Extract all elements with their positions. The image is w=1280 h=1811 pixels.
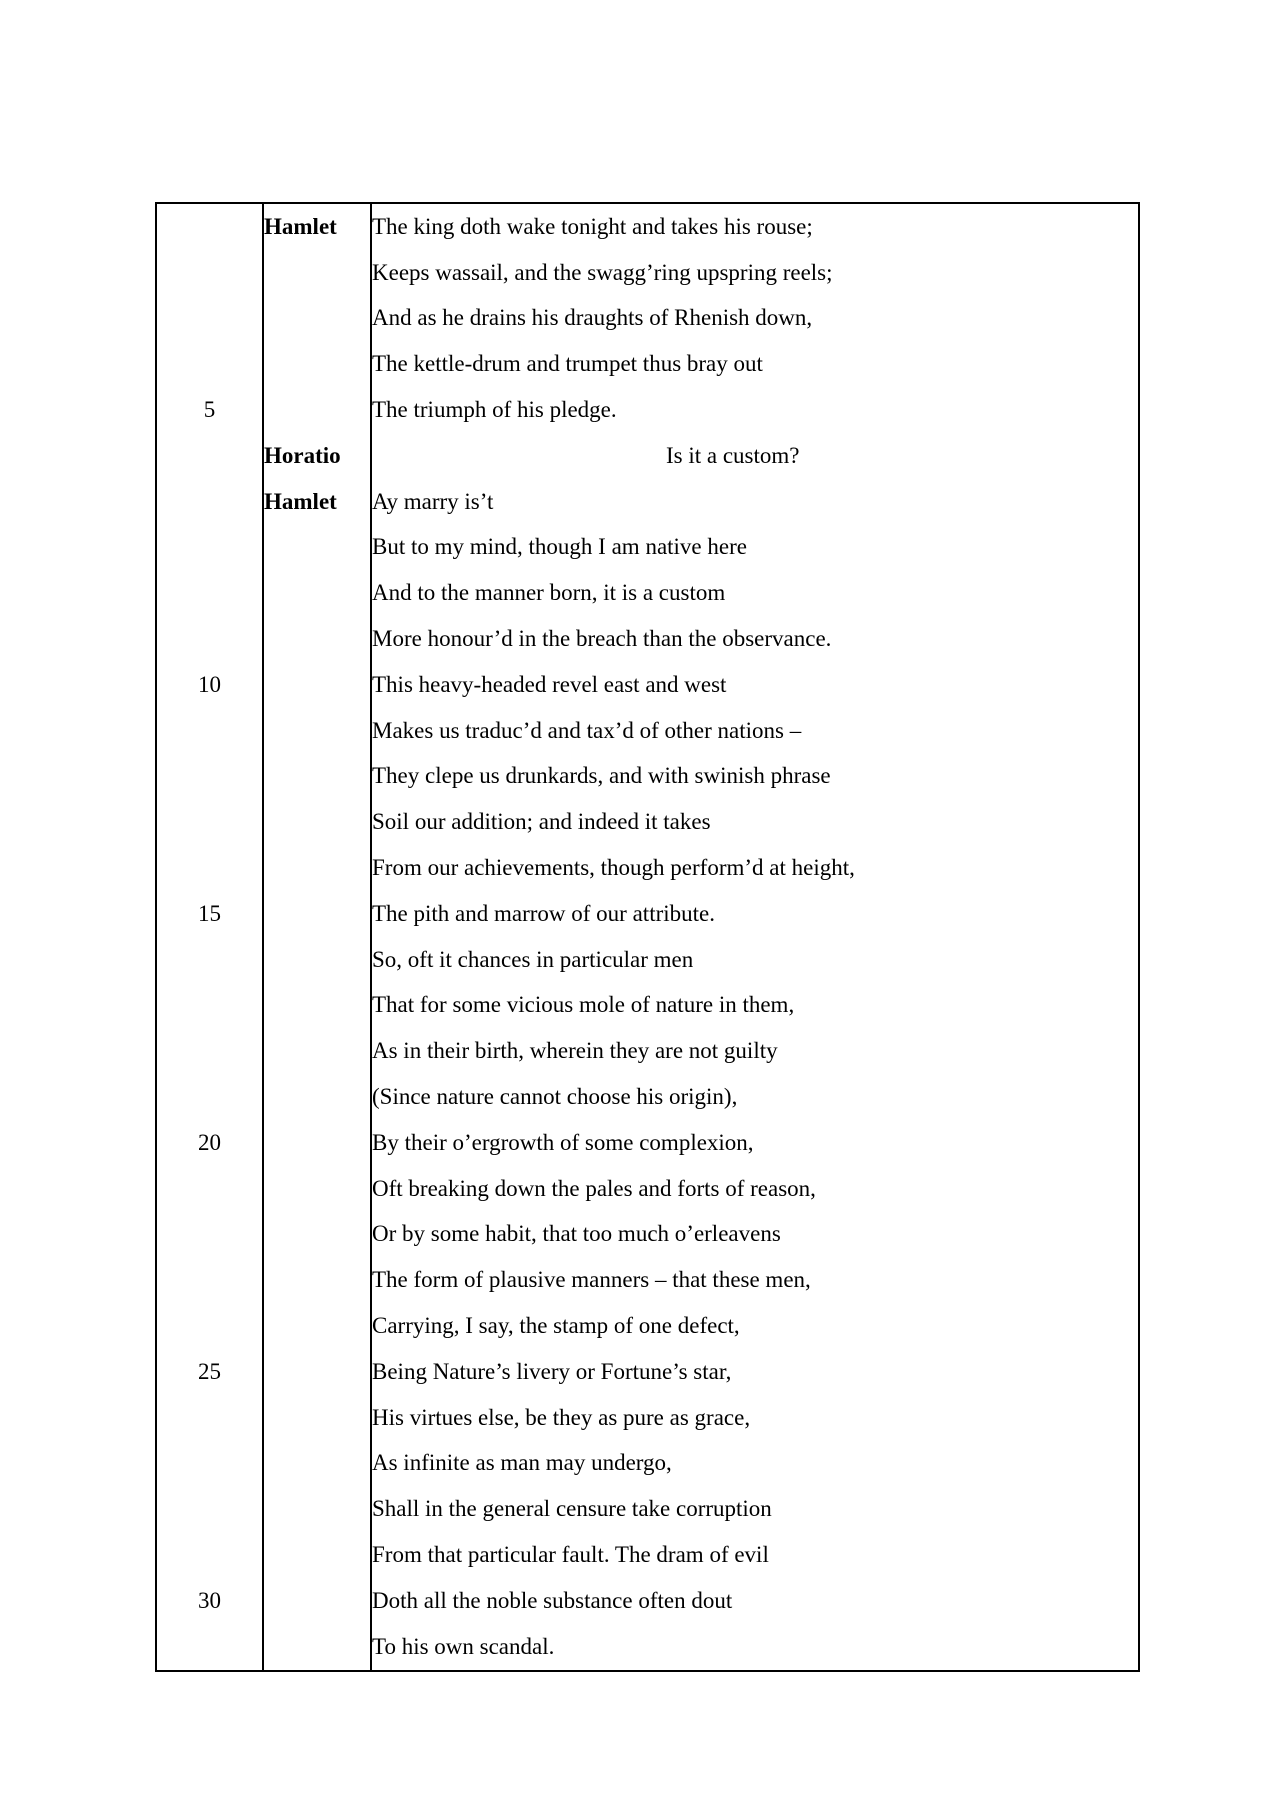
table-row	[156, 1257, 1139, 1303]
speaker-name	[263, 983, 371, 1029]
verse-line: Soil our addition; and indeed it takes	[372, 809, 711, 835]
speaker-name	[263, 616, 371, 662]
table-row	[156, 754, 1139, 800]
verse-line: From that particular fault. The dram of evil	[372, 1542, 769, 1567]
table-row	[156, 1624, 1139, 1671]
line-number	[156, 1532, 263, 1578]
speaker-name	[263, 1486, 371, 1532]
speaker-name: Horatio	[263, 433, 371, 479]
table-row	[156, 937, 1139, 983]
verse-line: The triumph of his pledge.	[372, 397, 617, 423]
table-row	[156, 479, 1139, 525]
verse-line: (Since nature cannot choose his origin),	[372, 1084, 738, 1110]
verse-line: Ay marry is’t	[372, 488, 494, 514]
speaker-name	[263, 845, 371, 891]
verse-line: Oft breaking down the pales and forts of reason,	[372, 1175, 816, 1201]
speaker-name	[263, 1120, 371, 1166]
speaker-name	[263, 341, 371, 387]
speaker-name	[263, 1074, 371, 1120]
table-row	[156, 525, 1139, 571]
verse-line: So, oft it chances in particular men	[372, 946, 694, 972]
table-row	[156, 250, 1139, 296]
table-row	[156, 1578, 1139, 1624]
line-number	[156, 479, 263, 525]
verse-line: And to the manner born, it is a custom	[372, 580, 726, 606]
verse-line: The pith and marrow of our attribute.	[372, 900, 715, 926]
line-number: 30	[156, 1578, 263, 1624]
speaker-name	[263, 1257, 371, 1303]
line-number	[156, 1395, 263, 1441]
table-row	[156, 799, 1139, 845]
line-number	[156, 203, 263, 250]
speaker-name	[263, 754, 371, 800]
speaker-name	[263, 1441, 371, 1487]
speaker-name	[263, 1349, 371, 1395]
table-row	[156, 203, 1139, 250]
table-row	[156, 570, 1139, 616]
verse-line: As in their birth, wherein they are not guilty	[372, 1038, 778, 1064]
line-number: 20	[156, 1120, 263, 1166]
speaker-name	[263, 387, 371, 433]
line-number	[156, 1212, 263, 1258]
script-table-body	[156, 203, 1139, 1671]
verse-line: Shall in the general censure take corruption	[372, 1496, 772, 1522]
table-row	[156, 1532, 1139, 1578]
line-number: 10	[156, 662, 263, 708]
speaker-name	[263, 1578, 371, 1624]
verse-line: Doth all the noble substance often dout	[372, 1587, 733, 1613]
table-row	[156, 433, 1139, 479]
speaker-name	[263, 1624, 371, 1671]
line-number	[156, 616, 263, 662]
line-number	[156, 1303, 263, 1349]
speaker-name	[263, 1303, 371, 1349]
line-number	[156, 937, 263, 983]
script-table	[155, 202, 1140, 1672]
table-row	[156, 845, 1139, 891]
line-number: 25	[156, 1349, 263, 1395]
speaker-name	[263, 1166, 371, 1212]
table-row	[156, 341, 1139, 387]
verse-line: More honour’d in the breach than the observance.	[372, 626, 832, 652]
speaker-name	[263, 891, 371, 937]
table-row	[156, 891, 1139, 937]
verse-line: And as he drains his draughts of Rhenish down,	[372, 305, 813, 331]
speaker-name: Hamlet	[263, 479, 371, 525]
verse-line: The form of plausive manners – that these men,	[372, 1267, 811, 1293]
line-number	[156, 1441, 263, 1487]
table-row	[156, 708, 1139, 754]
line-number	[156, 845, 263, 891]
line-number	[156, 525, 263, 571]
verse-line: Makes us traduc’d and tax’d of other nations –	[372, 717, 802, 743]
verse-line: Keeps wassail, and the swagg’ring upspring reels;	[372, 259, 833, 285]
line-number	[156, 1486, 263, 1532]
line-number	[156, 799, 263, 845]
speaker-name	[263, 1532, 371, 1578]
verse-line: To his own scandal.	[372, 1633, 555, 1659]
table-row	[156, 1303, 1139, 1349]
table-row	[156, 1028, 1139, 1074]
line-number	[156, 1028, 263, 1074]
verse-line: Carrying, I say, the stamp of one defect,	[372, 1313, 740, 1339]
speaker-name	[263, 799, 371, 845]
speaker-name	[263, 1212, 371, 1258]
line-number	[156, 754, 263, 800]
verse-line: That for some vicious mole of nature in them,	[372, 992, 795, 1018]
verse-line: They clepe us drunkards, and with swinish phrase	[372, 763, 831, 789]
verse-line: This heavy-headed revel east and west	[372, 671, 727, 697]
verse-line: Is it a custom?	[666, 442, 800, 468]
speaker-name	[263, 296, 371, 342]
line-number	[156, 1166, 263, 1212]
speaker-name	[263, 662, 371, 708]
speaker-name	[263, 937, 371, 983]
table-row	[156, 1074, 1139, 1120]
line-number	[156, 983, 263, 1029]
line-number	[156, 1074, 263, 1120]
line-number	[156, 1257, 263, 1303]
speaker-name: Hamlet	[263, 203, 371, 250]
line-number	[156, 250, 263, 296]
table-row	[156, 296, 1139, 342]
speaker-name	[263, 1028, 371, 1074]
speaker-name	[263, 250, 371, 296]
table-row	[156, 1395, 1139, 1441]
verse-line: His virtues else, be they as pure as grace,	[372, 1404, 751, 1430]
verse-line: The kettle-drum and trumpet thus bray out	[372, 351, 763, 377]
line-number	[156, 1624, 263, 1671]
table-row	[156, 387, 1139, 433]
line-number: 5	[156, 387, 263, 433]
line-number: 15	[156, 891, 263, 937]
verse-line: From our achievements, though perform’d at height,	[372, 855, 855, 881]
verse-line: Or by some habit, that too much o’erleavens	[372, 1221, 781, 1247]
table-row	[156, 1349, 1139, 1395]
verse-line: By their o’ergrowth of some complexion,	[372, 1129, 754, 1155]
speaker-name	[263, 1395, 371, 1441]
line-number	[156, 708, 263, 754]
speaker-name	[263, 570, 371, 616]
line-number	[156, 570, 263, 616]
table-row	[156, 1486, 1139, 1532]
verse-line: Being Nature’s livery or Fortune’s star,	[372, 1358, 732, 1384]
table-row	[156, 616, 1139, 662]
verse-line: As infinite as man may undergo,	[372, 1450, 672, 1476]
line-number	[156, 296, 263, 342]
verse-line: But to my mind, though I am native here	[372, 534, 747, 560]
line-number	[156, 341, 263, 387]
table-row	[156, 1441, 1139, 1487]
table-row	[156, 1120, 1139, 1166]
table-row	[156, 1166, 1139, 1212]
speaker-name	[263, 708, 371, 754]
speaker-name	[263, 525, 371, 571]
verse-line: The king doth wake tonight and takes his rouse;	[372, 213, 813, 239]
table-row	[156, 662, 1139, 708]
table-row	[156, 1212, 1139, 1258]
line-number	[156, 433, 263, 479]
table-row	[156, 983, 1139, 1029]
